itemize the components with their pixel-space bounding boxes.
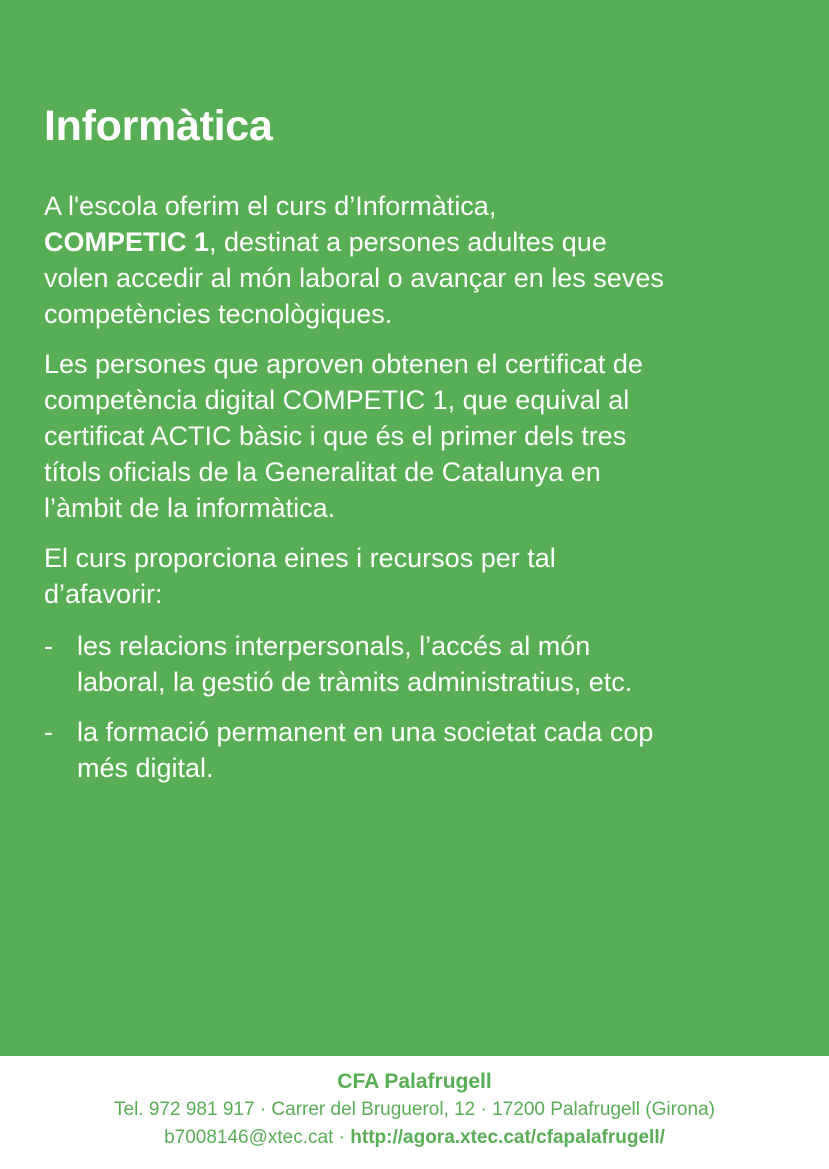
footer (0, 1056, 829, 1169)
tools-line-2: d’afavorir: (44, 579, 163, 609)
school-name: CFA Palafrugell (337, 1070, 492, 1093)
intro-line-2-rest: , destinat a persones adultes que (209, 227, 607, 257)
dash-marker: - (44, 631, 53, 661)
certificate-paragraph (44, 346, 784, 526)
website-link[interactable]: http://agora.xtec.cat/cfapalafrugell/ (350, 1127, 665, 1148)
main-content (44, 98, 784, 786)
benefits-list (44, 628, 784, 786)
tools-line-1: El curs proporciona eines i recursos per tal (44, 543, 556, 573)
list-item-line-2: laboral, la gestió de tràmits administratius, etc. (77, 667, 633, 697)
contact-info: Tel. 972 981 917 · Carrer del Bruguerol, 12 · 17200 Palafrugell (Girona) (114, 1099, 715, 1120)
intro-line-3: volen accedir al món laboral o avançar en les seves (44, 263, 664, 293)
certificate-line-1: Les persones que aproven obtenen el certificat de (44, 349, 643, 379)
dash-marker: - (44, 717, 53, 747)
intro-line-2 (44, 224, 784, 260)
list-item-line-2: més digital. (77, 753, 214, 783)
list-item-line-1: la formació permanent en una societat cada cop (77, 717, 654, 747)
certificate-line-2: competència digital COMPETIC 1, que equival al (44, 385, 630, 415)
intro-line-1: A l'escola oferim el curs d’Informàtica, (44, 191, 497, 221)
list-item-line-1: les relacions interpersonals, l’accés al món (77, 631, 591, 661)
page-title: Informàtica (44, 102, 273, 150)
intro-paragraph (44, 188, 784, 332)
intro-line-4: competències tecnològiques. (44, 299, 393, 329)
certificate-line-4: títols oficials de la Generalitat de Catalunya en (44, 457, 601, 487)
separator-dot: · (333, 1127, 351, 1148)
list-item (44, 628, 784, 700)
list-item (44, 714, 784, 786)
certificate-line-5: l’àmbit de la informàtica. (44, 493, 336, 523)
certificate-line-3: certificat ACTIC bàsic i que és el primer dels tres (44, 421, 627, 451)
tools-paragraph (44, 540, 784, 612)
email-address: b7008146@xtec.cat (164, 1127, 334, 1148)
course-name-bold: COMPETIC 1 (44, 227, 210, 257)
web-contact-line (0, 1124, 829, 1152)
